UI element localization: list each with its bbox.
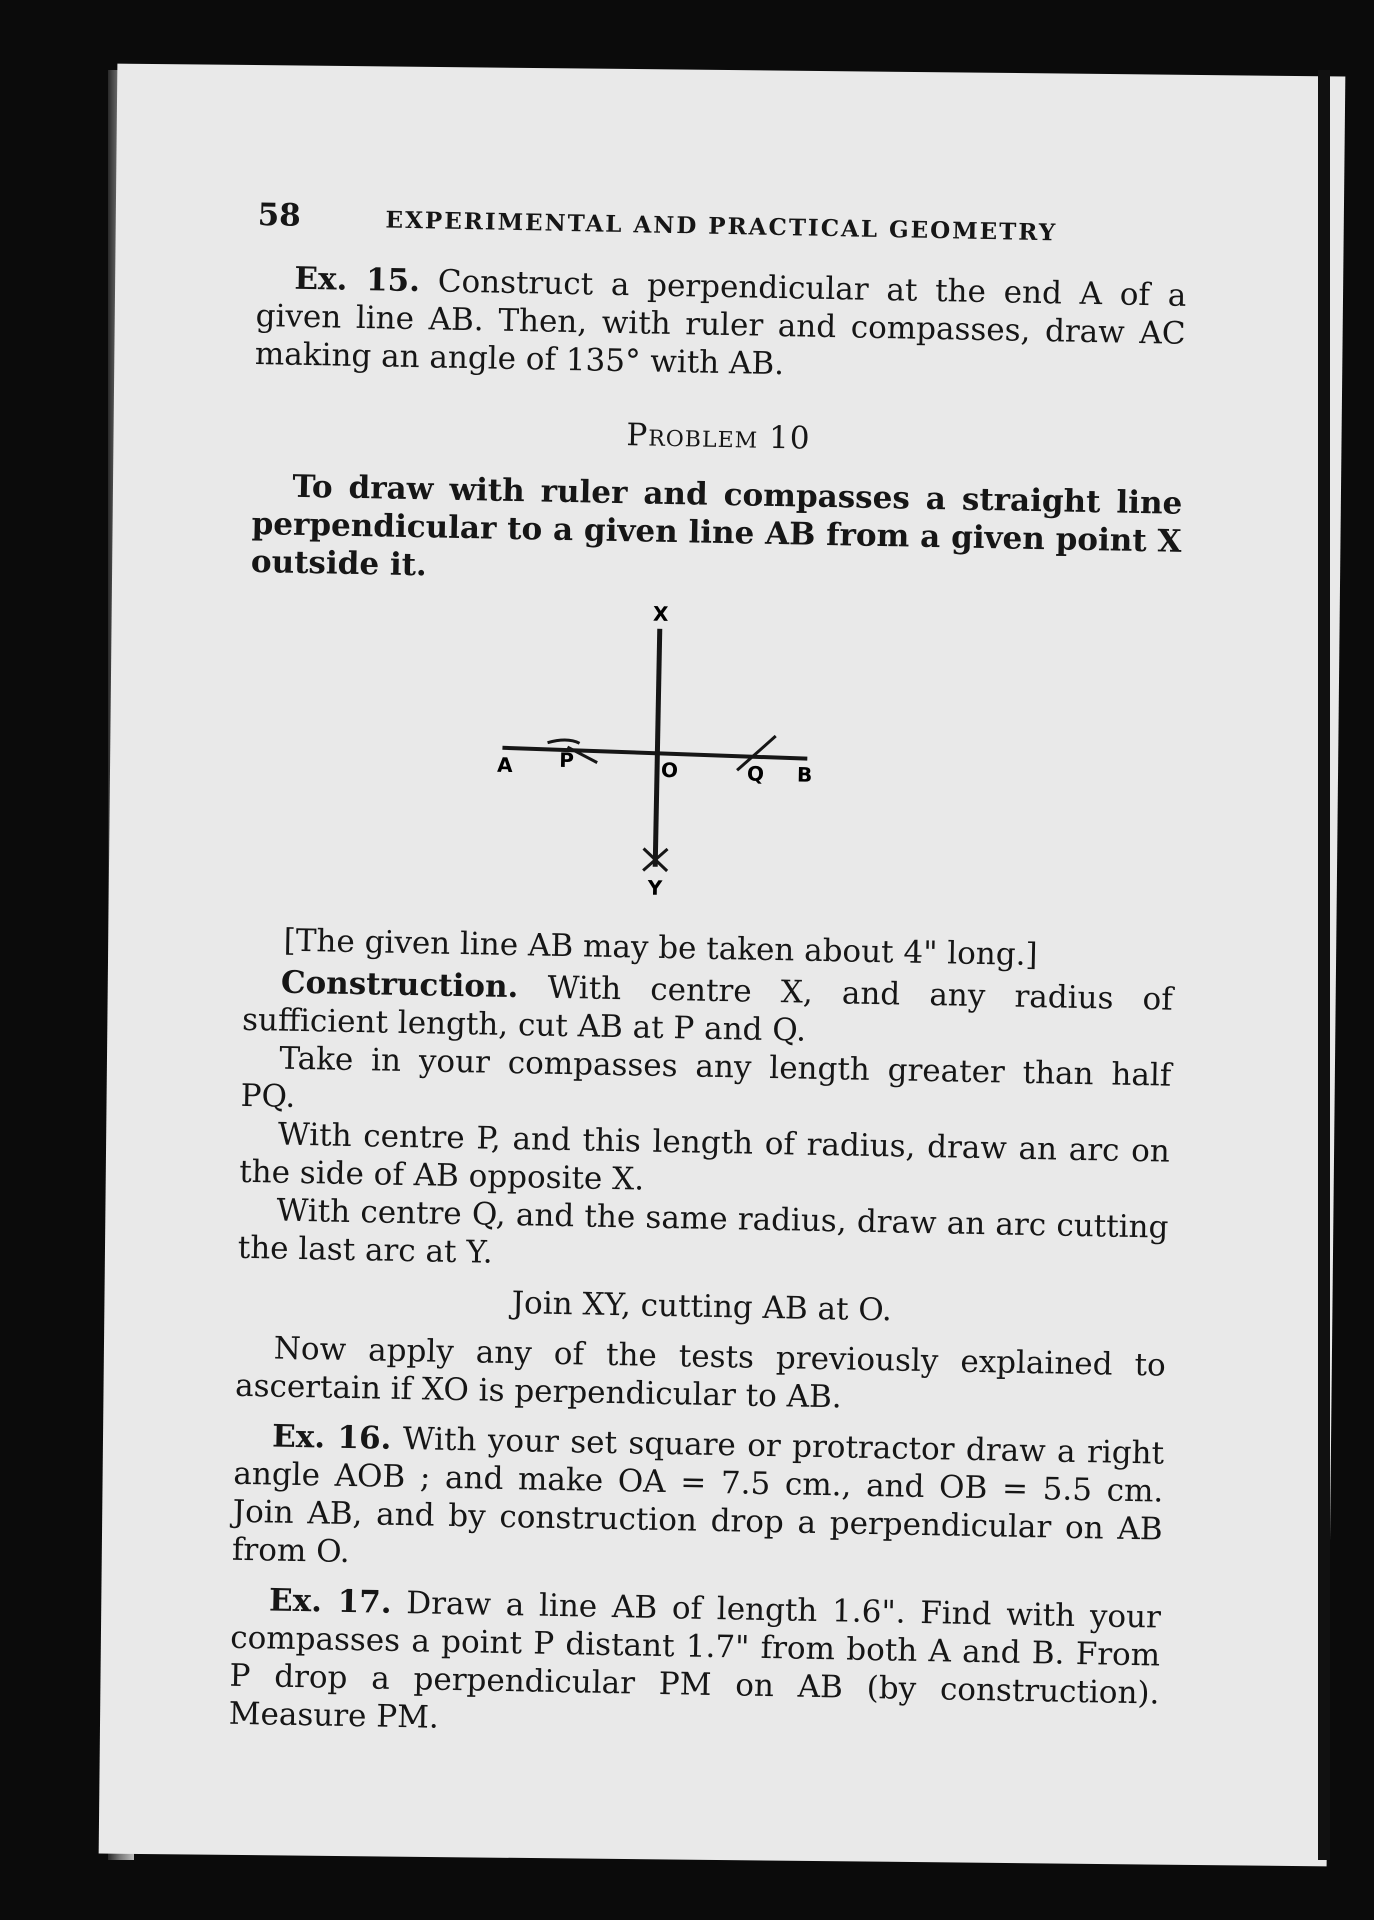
- label-o: O: [660, 757, 679, 783]
- exercise-16-label: Ex. 16.: [271, 1418, 392, 1457]
- construction-label: Construction.: [280, 964, 519, 1006]
- exercise-16: [232, 1417, 1165, 1587]
- construction-p6: Now apply any of the tests previously explained to ascertain if XO is perpendicular to AB.: [234, 1330, 1167, 1416]
- label-a: A: [496, 752, 513, 777]
- page-content: [228, 196, 1187, 1751]
- line-xy: [655, 629, 660, 867]
- exercise-17: [228, 1581, 1161, 1751]
- label-b: B: [796, 762, 813, 787]
- exercise-15: [255, 259, 1187, 391]
- page-edge: [1318, 70, 1330, 1860]
- exercise-17-text: Draw a line AB of length 1.6". Find with your compasses a point P distant 1.7" from both A and B. From P drop a perpendicular PM on AB (by construction). Measure PM.: [228, 1585, 1162, 1736]
- exercise-17-label: Ex. 17.: [268, 1582, 392, 1621]
- exercise-16-text: With your set square or protractor draw a right angle AOB ; and make OA = 7.5 cm., and OB = 5.5 cm. Join AB, and by construction drop a perpendicular on AB from O.: [231, 1421, 1165, 1571]
- figure-note: [The given line AB may be taken about 4" long.]: [283, 922, 1038, 974]
- label-x: X: [652, 601, 669, 626]
- construction-p2: Take in your compasses any length greater than half PQ.: [240, 1040, 1172, 1115]
- exercise-15-label: Ex. 15.: [294, 260, 421, 300]
- problem-heading: Problem 10: [626, 417, 811, 457]
- exercise-15-text: Construct a perpendicular at the end A of a given line AB. Then, with ruler and compasses, draw AC making an angle of 135° with AB.: [254, 263, 1187, 383]
- construction-figure: [444, 595, 870, 913]
- construction-p5: Join XY, cutting AB at O.: [511, 1285, 893, 1329]
- construction-p1-text: With centre X, and any radius of sufficient length, cut AB at P and Q.: [241, 969, 1174, 1049]
- label-p: P: [558, 747, 575, 773]
- page-number: 58: [257, 196, 302, 234]
- problem-statement: To draw with ruler and compasses a straight line perpendicular to a given line AB from a given point X outside it.: [250, 468, 1183, 584]
- label-y: Y: [647, 875, 663, 900]
- arc-at-p: [548, 740, 580, 744]
- construction-p4: With centre Q, and the same radius, draw an arc cutting the last arc at Y.: [237, 1192, 1169, 1271]
- running-head: EXPERIMENTAL AND PRACTICAL GEOMETRY: [385, 206, 1058, 247]
- construction-p3: With centre P, and this length of radius, draw an arc on the side of AB opposite X.: [238, 1116, 1171, 1198]
- label-q: Q: [746, 761, 765, 786]
